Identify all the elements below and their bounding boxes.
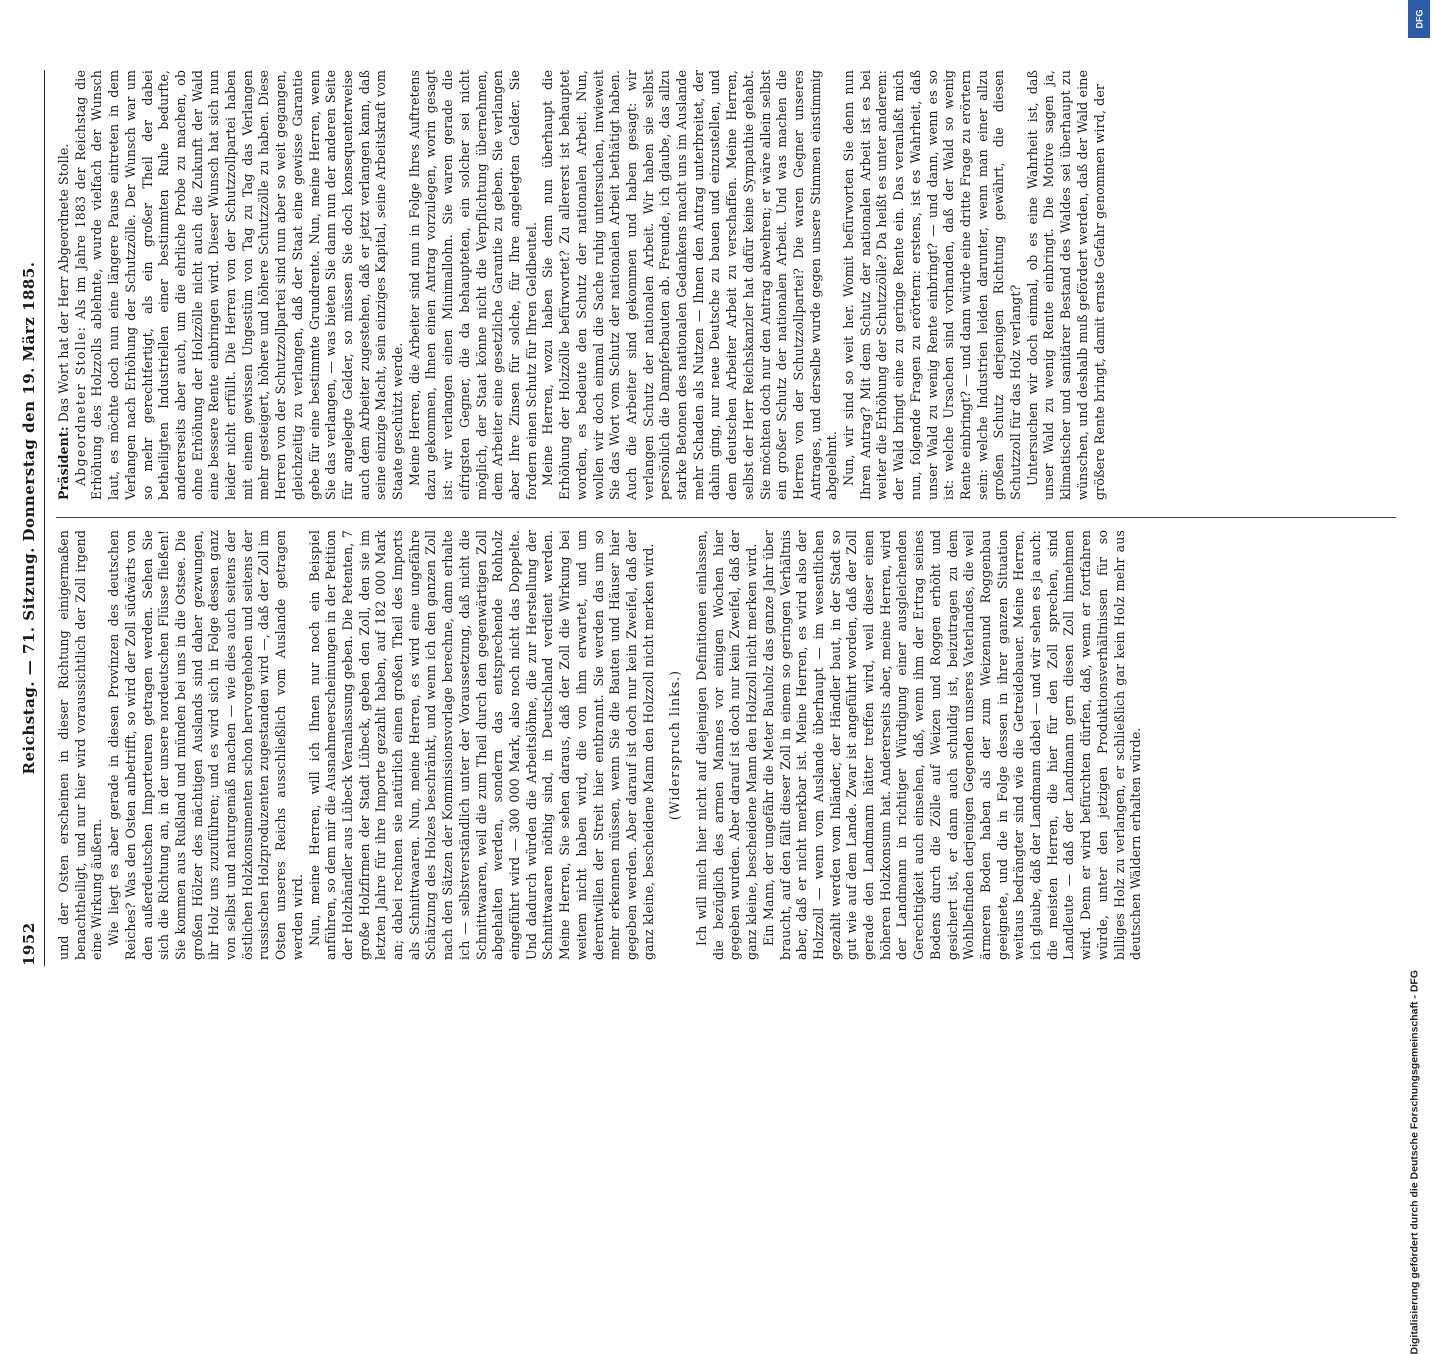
president-line [56,70,73,500]
page-header [18,70,45,966]
column-divider [56,517,1396,518]
right-column [56,70,1411,500]
left-paragraph: Nun, meine Herren, will ich Ihnen nur noch ein Beispiel anführen, so dem mir die Ausnahmeerscheinungen in der Petition der Holzhändler aus Lübeck Veranlassung geben. Die Petenten, 7 große Holzfirmen der Stadt Lübeck, geben den Zoll, den sie im letzten Jahre für ihre Importe gezahlt haben, auf 182 000 Mark an; dabei rechnen sie natürlich einen großen Theil des Imports als Schnittwaaren. Nun, meine Herren, es wird eine ungefähre Schätzung des Holzes beschränkt, und wenn ich den ganzen Zoll nach den Sätzen der Kommissionsvorlage berechne, dann erhalte ich — selbstverständlich unter der Voraussetzung, daß nicht die Schnittwaaren, weil die zum Theil durch den gegenwärtigen Zoll abgehalten werden, sondern das entsprechende Rohholz eingeführt wird — 300 000 Mark, also noch nicht das Doppelte. Und dadurch würden die Arbeitslöhne, die zur Herstellung der Schnittwaaren nöthig sind, in Deutschland verdient werden. Meine Herren, Sie sehen daraus, daß der Zoll die Wirkung bei weitem nicht haben wird, die von ihm erwartet, und um derentwillen der Streit hier entbrannt. Sie werden das um so mehr erkennen müssen, wenn Sie die Bauten und Häuser hier gegeben werden. Aber darauf ist doch nur kein Zweifel, daß der ganz kleine, bescheidene Mann den Holzzoll nicht merken wird. [306,530,656,960]
left-column [56,530,1411,960]
left-paragraph: Ein Mann, der ungefähr die Meter Bauholz das ganze Jahr über braucht, auf den fällt dieser Zoll in einem so geringen Verhältnis aber, daß er nicht merkbar ist. Meine Herren, es wird also der Holzzoll — wenn vom Auslande überhaupt — im wesentlichen gezahlt werden vom Inländer, der Händler baut, in der Stadt so gut wie auf dem Lande. Zwar ist angeführt worden, daß der Zoll gerade den Landmann hätter treffen wird, weil dieser einen höheren Holzkonsum hat. Andererseits aber, meine Herren, wird der Landmann in richtiger Würdigung einer ausgleichenden Gerechtigkeit auch einsehen, daß, wenn ihm der Ertrag seines Bodens durch die Zölle auf Weizen und Roggen erhöht und gesichert ist, er dann auch schuldig ist, beizutragen zu dem Wohlbefinden derjenigen Gegenden unseres Vaterlandes, die weil ärmeren Boden haben als der zum Weizenund Roggenbau geeignete, und die in Folge dessen in ihrer ganzen Situation weitaus bedrängter sind wie die Getreidebauer. Meine Herren, ich glaube, daß der Landmann dabei — und wir sehen es ja auch: die meisten Herren, die hier für den Zoll sprechen, sind Landleute — daß der Landmann gern diesen Zoll hinnehmen wird. Denn er wird befürchten dürfen, daß, wenn er fortfahren würde, unter den jetzigen Produktionsverhältnissen für so billiges Holz zu verlangen, er schließlich gar kein Holz mehr aus deutschen Wäldern erhalten würde. [760,530,1144,960]
dfg-logo [1408,0,1430,38]
left-paragraph: und der Osten erscheinen in dieser Richtung einigermaßen benachtheiligt, und nur hier wird voraussichtlich der Zoll irgend eine Wirkung äußern. [56,530,105,960]
speaker-label: Abgeordneter Stolle: [72,325,88,486]
left-paragraph: Wie liegt es aber gerade in diesen Provinzen des deutschen Reiches? Was den Osten anbetrifft, so wird der Zoll südwärts von den außerdeutschen Importeuren getragen werden. Sehen Sie sich die Richtung an, in der unsere nordeutschen Flüsse fließen! Sie kommen aus Rußland und münden bei uns in die Ostsee. Die großen Hölzer des mächtigen Auslands sind daher gezwungen, ihr Holz uns zuzuführen; und es wird sich in Folge dessen ganz von selbst und naturgemäß machen — wie dies auch seitens der östlichen Holzkonsumenten schon hervorgehoben und seitens der russischen Holzproduzenten zugestanden wird —, daß der Zoll im Osten unseres Reichs ausschließlich vom Auslande getragen werden wird. [106,530,305,960]
digitization-note [1408,370,1422,1354]
left-paragraph: Ich will mich hier nicht auf diejenigen Definitionen einlassen, die bezüglich des armen Mannes vor einigen Wochen hier gegeben wurden. Aber darauf ist doch nur kein Zweifel, daß der ganz kleine, bescheidene Mann den Holzzoll nicht merken wird. [694,530,760,960]
speaker-line [73,70,407,500]
right-paragraph: Als im Jahre 1883 der Reichstag die Erhöhung des Holzzolls ablehnte, wurde vielfach der Wunsch laut, es möchte doch nun eine längere Pause eintreten in dem Verlangen nach Erhöhung der Schutzzölle. Der Wunsch war um so mehr gerechtfertigt, als ein großer Theil der dabei betheiligten Industriellen einer bestimmten Ruhe bedurfte, andererseits aber auch, um die ehrliche Probe zu machen, ob ohne Erhöhung der Holzzölle nicht auch die Zukunft der Wald eine bessere Rente einbringen wird. Dieser Wunsch hat sich nun leider nicht erfüllt. Die Herren von der Schutzzollpartei haben mit einem gewissen Ungestüm von Tag zu Tag das Verlangen mehr gesteigert, höhere und höhere Schutzzölle zu haben. Diese Herren von der Schutzzollpartei sind nun aber so weit gegangen, gleichzeitig zu verlangen, daß der Staat eine gewisse Garantie gebe für eine bestimmte Grundrente. Nun, meine Herren, wenn Sie das verlangen, — was bieten Sie dann nun der anderen Seite für angelegte Gelder, so müssen Sie doch konsequenterweise auch dem Arbeiter zugestehen, daß er jetzt verlangen kann, daß seine einzige Macht, sein einziges Kapital, seine Arbeitskraft vom Staate geschützt werde. [72,70,406,500]
dfg-logo-text: DFG [1414,9,1424,29]
right-paragraph: Meine Herren, die Arbeiter sind nun in Folge Ihres Auftretens dazu gekommen, Ihnen einen Antrag vorzulegen, worin gesagt ist: wir verlangen einen Minimallohn. Sie waren gerade die eifrigsten Gegner, die da behaupteten, ein solcher sei nicht möglich, der Staat könne nicht die Verpflichtung übernehmen, dem Arbeiter eine gesetzliche Garantie zu geben. Sie verlangen aber Ihre Zinsen für solche, für Ihre angelegten Gelder. Sie fordern einen Schutz für Ihren Geldbeutel. [406,70,539,500]
right-paragraph: Nun, wir sind so weit her. Womit befürworten Sie denn nun Ihren Antrag? Mit dem Schutz der nationalen Arbeit ist es bei weiter die Erhöhung der Schutzzölle? Da heißt es unter anderem: der Wald bringt eine zu geringe Rente ein. Das veranlaßt mich nun, folgende Fragen zu erörtern: erstens, ist es Wahrheit, daß unser Wald zu wenig Rente einbringt? — und dann, wenn es so ist: welche Ursachen sind vorhanden, daß der Wald so wenig Rente einbringt? — und dann würde eine dritte Frage zu erörtern sein: welche Industrien leiden darunter, wenn man einer allzu großen Schutz derjenigen Richtung gewährt, die diesen Schutzzoll für das Holz verlangt? [841,70,1024,500]
interjection: (Widerspruch links.) [667,669,683,821]
page-number: 1952 [20,922,38,966]
president-text: Das Wort hat der Herr Abgeordnete Stolle. [56,143,71,423]
digitization-note-text: Digitalisierung gefördert durch die Deutsche Forschungsgemeinschaft - DFG [1408,970,1420,1354]
right-paragraph: Meine Herren, wozu haben Sie denn nun überhaupt die Erhöhung der Holzzölle befürwortet? Zu allererst ist behauptet worden, es bedeute den Schutz der nationalen Arbeit. Nun, wollen wir doch einmal die Sache ruhig untersuchen, inwieweit Sie das Wort vom Schutz der nationalen Arbeit bethätigt haben. Auch die Arbeiter sind gekommen und haben gesagt: wir verlangen Schutz der nationalen Arbeit. Wir haben sie selbst persönlich die Dampferbauten ab. Freunde, ich glaube, das allzu starke Betonen des nationalen Gedankens macht uns im Auslande mehr Schaden als Nutzen — Ihnen den Antrag unterbreitet, der dahin ging, nur neue Deutsche zu bauen und einzustellen, und dem deutschen Arbeiter Arbeit zu verschaffen. Meine Herren, selbst der Herr Reichskanzler hat dafür keine Sympathie gehabt. Sie möchten doch nur den Antrag abwehren; er wäre allein selbst ein großer Schutz der nationalen Arbeit. Und was machen die Herren von der Schutzzollpartei? Die waren Gegner unseres Antrages, und derselbe wurde gegen unsere Stimmen einstimmig abgelehnt. [540,70,840,500]
running-head: Reichstag. — 71. Sitzung. Donnerstag den 19. März 1885. [20,261,38,775]
right-paragraph: Untersuchen wir doch einmal, ob es eine Wahrheit ist, daß unser Wald zu wenig Rente einbringt. Die Motive sagen ja, klimatischer und sanitärer Bestand des Waldes sei überhaupt zu wünschen, und deshalb muß gefördert werden, daß der Wald eine größere Rente bringt, damit ernste Gefahr genommen wird, der [1024,70,1107,500]
president-label: Präsident: [56,426,71,500]
